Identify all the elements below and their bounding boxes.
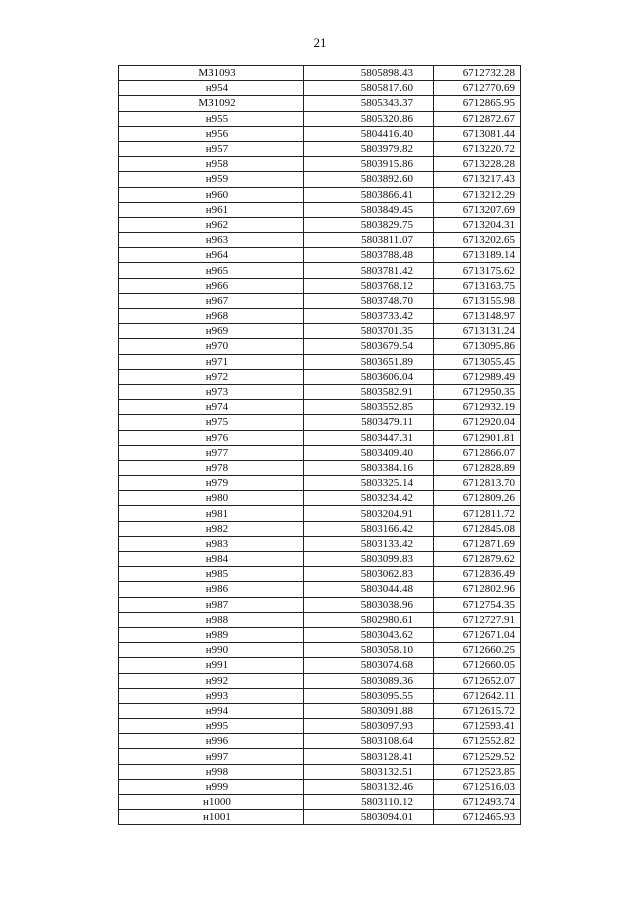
table-row [119, 202, 521, 217]
y-coordinate-cell: 6712872.67 [434, 111, 521, 126]
x-coordinate-cell: 5803915.86 [304, 157, 434, 172]
point-id-cell: н956 [119, 126, 304, 141]
table-row [119, 521, 521, 536]
x-coordinate-cell: 5803204.91 [304, 506, 434, 521]
y-coordinate-cell: 6712660.05 [434, 658, 521, 673]
point-id-cell: н963 [119, 233, 304, 248]
x-coordinate-cell: 5803095.55 [304, 688, 434, 703]
y-coordinate-cell: 6713148.97 [434, 309, 521, 324]
x-coordinate-cell: 5805320.86 [304, 111, 434, 126]
x-coordinate-cell: 5803058.10 [304, 643, 434, 658]
y-coordinate-cell: 6713204.31 [434, 217, 521, 232]
y-coordinate-cell: 6712615.72 [434, 703, 521, 718]
x-coordinate-cell: 5803133.42 [304, 536, 434, 551]
y-coordinate-cell: 6713207.69 [434, 202, 521, 217]
y-coordinate-cell: 6713220.72 [434, 141, 521, 156]
table-row [119, 460, 521, 475]
table-row [119, 354, 521, 369]
y-coordinate-cell: 6712836.49 [434, 567, 521, 582]
point-id-cell: н990 [119, 643, 304, 658]
x-coordinate-cell: 5803166.42 [304, 521, 434, 536]
y-coordinate-cell: 6712671.04 [434, 627, 521, 642]
coordinates-table [118, 65, 521, 825]
y-coordinate-cell: 6712516.03 [434, 779, 521, 794]
y-coordinate-cell: 6713155.98 [434, 293, 521, 308]
x-coordinate-cell: 5803447.31 [304, 430, 434, 445]
table-row [119, 476, 521, 491]
point-id-cell: н957 [119, 141, 304, 156]
table-row [119, 111, 521, 126]
x-coordinate-cell: 5803097.93 [304, 719, 434, 734]
y-coordinate-cell: 6712754.35 [434, 597, 521, 612]
table-row [119, 430, 521, 445]
point-id-cell: н985 [119, 567, 304, 582]
y-coordinate-cell: 6712552.82 [434, 734, 521, 749]
y-coordinate-cell: 6713175.62 [434, 263, 521, 278]
y-coordinate-cell: 6712642.11 [434, 688, 521, 703]
y-coordinate-cell: 6712770.69 [434, 81, 521, 96]
x-coordinate-cell: 5804416.40 [304, 126, 434, 141]
x-coordinate-cell: 5803110.12 [304, 795, 434, 810]
x-coordinate-cell: 5803768.12 [304, 278, 434, 293]
point-id-cell: н954 [119, 81, 304, 96]
y-coordinate-cell: 6712660.25 [434, 643, 521, 658]
point-id-cell: н961 [119, 202, 304, 217]
y-coordinate-cell: 6712529.52 [434, 749, 521, 764]
table-row [119, 324, 521, 339]
table-row [119, 779, 521, 794]
point-id-cell: н967 [119, 293, 304, 308]
coordinates-table-body [119, 66, 521, 825]
point-id-cell: н994 [119, 703, 304, 718]
x-coordinate-cell: 5803701.35 [304, 324, 434, 339]
point-id-cell: н968 [119, 309, 304, 324]
table-row [119, 734, 521, 749]
table-row [119, 172, 521, 187]
x-coordinate-cell: 5803679.54 [304, 339, 434, 354]
y-coordinate-cell: 6712523.85 [434, 764, 521, 779]
table-row [119, 688, 521, 703]
x-coordinate-cell: 5803552.85 [304, 400, 434, 415]
table-row [119, 582, 521, 597]
point-id-cell: н974 [119, 400, 304, 415]
x-coordinate-cell: 5803089.36 [304, 673, 434, 688]
x-coordinate-cell: 5803409.40 [304, 445, 434, 460]
x-coordinate-cell: 5803748.70 [304, 293, 434, 308]
table-row [119, 612, 521, 627]
point-id-cell: н959 [119, 172, 304, 187]
point-id-cell: н992 [119, 673, 304, 688]
table-row [119, 187, 521, 202]
x-coordinate-cell: 5803234.42 [304, 491, 434, 506]
point-id-cell: н980 [119, 491, 304, 506]
table-row [119, 157, 521, 172]
y-coordinate-cell: 6712845.08 [434, 521, 521, 536]
table-row [119, 810, 521, 825]
point-id-cell: н964 [119, 248, 304, 263]
x-coordinate-cell: 5803384.16 [304, 460, 434, 475]
y-coordinate-cell: 6712932.19 [434, 400, 521, 415]
page-number: 21 [313, 35, 327, 50]
table-row [119, 643, 521, 658]
y-coordinate-cell: 6712811.72 [434, 506, 521, 521]
point-id-cell: н1001 [119, 810, 304, 825]
table-row [119, 506, 521, 521]
point-id-cell: н979 [119, 476, 304, 491]
point-id-cell: н970 [119, 339, 304, 354]
y-coordinate-cell: 6712828.89 [434, 460, 521, 475]
point-id-cell: н984 [119, 552, 304, 567]
point-id-cell: н971 [119, 354, 304, 369]
point-id-cell: н978 [119, 460, 304, 475]
x-coordinate-cell: 5803651.89 [304, 354, 434, 369]
table-row [119, 126, 521, 141]
x-coordinate-cell: 5803811.07 [304, 233, 434, 248]
table-row [119, 293, 521, 308]
x-coordinate-cell: 5803062.83 [304, 567, 434, 582]
table-row [119, 536, 521, 551]
point-id-cell: МЗ1092 [119, 96, 304, 111]
point-id-cell: н977 [119, 445, 304, 460]
table-row [119, 703, 521, 718]
x-coordinate-cell: 5803132.46 [304, 779, 434, 794]
table-row [119, 749, 521, 764]
y-coordinate-cell: 6712465.93 [434, 810, 521, 825]
x-coordinate-cell: 5803091.88 [304, 703, 434, 718]
table-row [119, 673, 521, 688]
x-coordinate-cell: 5803788.48 [304, 248, 434, 263]
table-row [119, 263, 521, 278]
point-id-cell: н969 [119, 324, 304, 339]
point-id-cell: н1000 [119, 795, 304, 810]
table-row [119, 719, 521, 734]
x-coordinate-cell: 5803979.82 [304, 141, 434, 156]
table-row [119, 567, 521, 582]
table-row [119, 81, 521, 96]
table-row [119, 597, 521, 612]
point-id-cell: н997 [119, 749, 304, 764]
y-coordinate-cell: 6712813.70 [434, 476, 521, 491]
point-id-cell: н995 [119, 719, 304, 734]
y-coordinate-cell: 6713131.24 [434, 324, 521, 339]
x-coordinate-cell: 5803043.62 [304, 627, 434, 642]
y-coordinate-cell: 6713055.45 [434, 354, 521, 369]
table-row [119, 141, 521, 156]
point-id-cell: н962 [119, 217, 304, 232]
point-id-cell: н972 [119, 369, 304, 384]
y-coordinate-cell: 6713228.28 [434, 157, 521, 172]
x-coordinate-cell: 5803582.91 [304, 384, 434, 399]
x-coordinate-cell: 5803108.64 [304, 734, 434, 749]
x-coordinate-cell: 5803099.83 [304, 552, 434, 567]
point-id-cell: н999 [119, 779, 304, 794]
table-row [119, 96, 521, 111]
point-id-cell: н955 [119, 111, 304, 126]
table-row [119, 764, 521, 779]
y-coordinate-cell: 6712950.35 [434, 384, 521, 399]
y-coordinate-cell: 6712652.07 [434, 673, 521, 688]
table-row [119, 552, 521, 567]
x-coordinate-cell: 5802980.61 [304, 612, 434, 627]
table-row [119, 795, 521, 810]
x-coordinate-cell: 5803038.96 [304, 597, 434, 612]
y-coordinate-cell: 6713189.14 [434, 248, 521, 263]
y-coordinate-cell: 6712802.96 [434, 582, 521, 597]
y-coordinate-cell: 6712871.69 [434, 536, 521, 551]
x-coordinate-cell: 5805817.60 [304, 81, 434, 96]
point-id-cell: н993 [119, 688, 304, 703]
point-id-cell: н976 [119, 430, 304, 445]
point-id-cell: н991 [119, 658, 304, 673]
x-coordinate-cell: 5803733.42 [304, 309, 434, 324]
x-coordinate-cell: 5805343.37 [304, 96, 434, 111]
table-row [119, 233, 521, 248]
x-coordinate-cell: 5803892.60 [304, 172, 434, 187]
y-coordinate-cell: 6713081.44 [434, 126, 521, 141]
x-coordinate-cell: 5803606.04 [304, 369, 434, 384]
table-row [119, 339, 521, 354]
x-coordinate-cell: 5803044.48 [304, 582, 434, 597]
y-coordinate-cell: 6712865.95 [434, 96, 521, 111]
table-row [119, 400, 521, 415]
table-row [119, 491, 521, 506]
point-id-cell: н982 [119, 521, 304, 536]
y-coordinate-cell: 6712866.07 [434, 445, 521, 460]
point-id-cell: н981 [119, 506, 304, 521]
y-coordinate-cell: 6712901.81 [434, 430, 521, 445]
y-coordinate-cell: 6713202.65 [434, 233, 521, 248]
y-coordinate-cell: 6712809.26 [434, 491, 521, 506]
point-id-cell: н966 [119, 278, 304, 293]
point-id-cell: н989 [119, 627, 304, 642]
y-coordinate-cell: 6712732.28 [434, 66, 521, 81]
table-row [119, 445, 521, 460]
point-id-cell: н987 [119, 597, 304, 612]
x-coordinate-cell: 5803074.68 [304, 658, 434, 673]
table-row [119, 627, 521, 642]
point-id-cell: н998 [119, 764, 304, 779]
x-coordinate-cell: 5803325.14 [304, 476, 434, 491]
point-id-cell: н960 [119, 187, 304, 202]
point-id-cell: МЗ1093 [119, 66, 304, 81]
table-row [119, 66, 521, 81]
x-coordinate-cell: 5803479.11 [304, 415, 434, 430]
table-row [119, 415, 521, 430]
x-coordinate-cell: 5803866.41 [304, 187, 434, 202]
table-row [119, 658, 521, 673]
y-coordinate-cell: 6713095.86 [434, 339, 521, 354]
x-coordinate-cell: 5803094.01 [304, 810, 434, 825]
point-id-cell: н996 [119, 734, 304, 749]
y-coordinate-cell: 6713217.43 [434, 172, 521, 187]
y-coordinate-cell: 6712989.49 [434, 369, 521, 384]
y-coordinate-cell: 6712727.91 [434, 612, 521, 627]
table-row [119, 217, 521, 232]
point-id-cell: н986 [119, 582, 304, 597]
table-row [119, 278, 521, 293]
point-id-cell: н973 [119, 384, 304, 399]
x-coordinate-cell: 5803849.45 [304, 202, 434, 217]
point-id-cell: н975 [119, 415, 304, 430]
y-coordinate-cell: 6713163.75 [434, 278, 521, 293]
y-coordinate-cell: 6713212.29 [434, 187, 521, 202]
x-coordinate-cell: 5803781.42 [304, 263, 434, 278]
point-id-cell: н983 [119, 536, 304, 551]
table-row [119, 309, 521, 324]
y-coordinate-cell: 6712920.04 [434, 415, 521, 430]
y-coordinate-cell: 6712879.62 [434, 552, 521, 567]
point-id-cell: н988 [119, 612, 304, 627]
point-id-cell: н965 [119, 263, 304, 278]
x-coordinate-cell: 5803128.41 [304, 749, 434, 764]
x-coordinate-cell: 5803132.51 [304, 764, 434, 779]
x-coordinate-cell: 5803829.75 [304, 217, 434, 232]
x-coordinate-cell: 5805898.43 [304, 66, 434, 81]
point-id-cell: н958 [119, 157, 304, 172]
y-coordinate-cell: 6712493.74 [434, 795, 521, 810]
table-row [119, 384, 521, 399]
table-row [119, 369, 521, 384]
table-row [119, 248, 521, 263]
y-coordinate-cell: 6712593.41 [434, 719, 521, 734]
